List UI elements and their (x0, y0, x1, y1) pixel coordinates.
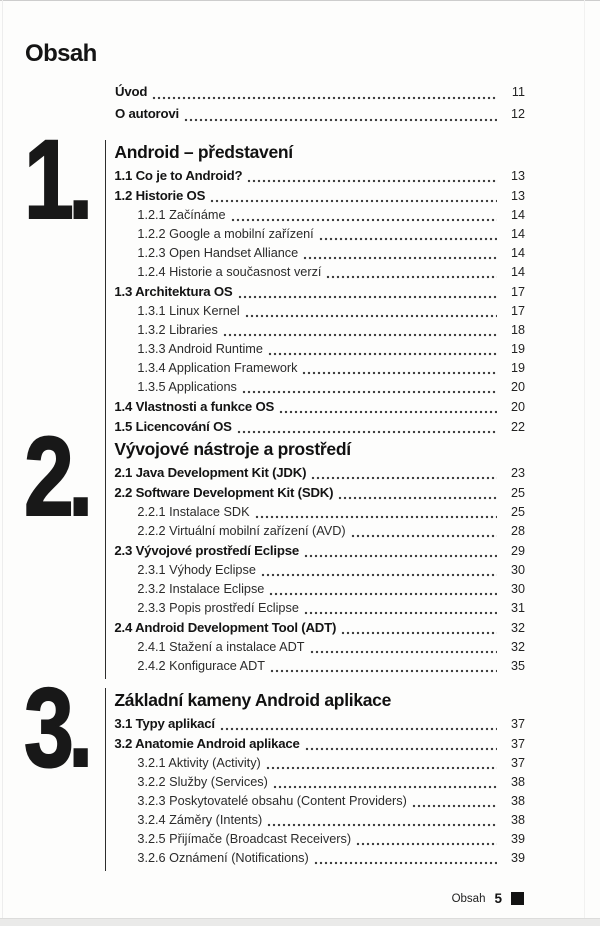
toc-entry-page: 25 (510, 505, 525, 519)
toc-entry-page: 37 (510, 756, 525, 770)
toc-entry-label: Úvod (115, 84, 148, 99)
toc-entry-label: 1.3.5 Applications (137, 380, 237, 394)
dot-leader (412, 804, 497, 808)
chapter-number: 3. (24, 665, 88, 790)
toc-entry-page: 25 (510, 486, 525, 500)
toc-entry-label: 1.5 Licencování OS (114, 419, 232, 434)
toc-entry-label: 3.1 Typy aplikací (114, 716, 215, 731)
toc-entry (114, 225, 525, 244)
toc-entry (114, 186, 525, 206)
scan-edge-left (2, 0, 3, 926)
toc-entry-label: 2.2 Software Development Kit (SDK) (114, 485, 334, 500)
toc-entry (114, 714, 525, 734)
toc-entry-page: 14 (510, 246, 525, 260)
toc-entry-label: 1.2.3 Open Handset Alliance (137, 246, 299, 260)
toc-entry-label: 3.2.5 Přijímače (Broadcast Receivers) (137, 832, 352, 846)
toc-entry-label: 1.2 Historie OS (114, 188, 206, 203)
toc-entry-page: 38 (510, 794, 525, 808)
toc-entry (114, 734, 525, 754)
toc-entry-page: 28 (510, 524, 525, 538)
dot-leader (267, 823, 497, 827)
toc-entry-page: 35 (510, 659, 525, 673)
toc-entry-page: 31 (510, 601, 525, 615)
toc-entry (114, 206, 525, 225)
dot-leader (237, 430, 497, 434)
toc-entry-page: 37 (510, 717, 525, 731)
chapter-body (105, 140, 525, 440)
dot-leader (245, 314, 497, 318)
toc-entry (114, 263, 525, 282)
footer-section-label: Obsah (451, 892, 486, 905)
dot-leader (310, 650, 497, 654)
toc-entry-label: 1.2.4 Historie a současnost verzí (137, 265, 322, 279)
toc-entry-page: 12 (510, 107, 525, 121)
toc-entry (114, 463, 525, 483)
toc-entry-label: 1.4 Vlastnosti a funkce OS (114, 399, 275, 414)
toc-entry-label: 2.3.2 Instalace Eclipse (137, 582, 265, 596)
toc-entry-page: 39 (510, 851, 525, 865)
dot-leader (242, 390, 497, 394)
toc-entry (114, 503, 525, 522)
toc-entry-page: 37 (510, 737, 525, 751)
toc-entry-page: 14 (510, 208, 525, 222)
dot-leader (279, 410, 497, 414)
toc-entry-page: 38 (510, 775, 525, 789)
toc-entry-label: 2.3 Vývojové prostředí Eclipse (114, 543, 299, 558)
toc-entry (114, 483, 525, 503)
dot-leader (238, 295, 498, 299)
toc-entry-page: 17 (510, 304, 525, 318)
dot-leader (270, 669, 497, 673)
toc-entry-page: 13 (510, 169, 525, 183)
toc-entry-label: 2.2.2 Virtuální mobilní zařízení (AVD) (137, 524, 346, 538)
toc-entry (114, 397, 525, 417)
toc-entry (114, 378, 525, 397)
toc-entry (114, 849, 525, 868)
toc-entry-label: 1.1 Co je to Android? (114, 168, 243, 183)
toc-entry-label: 1.3.3 Android Runtime (137, 342, 263, 356)
toc-entry-label: 1.3 Architektura OS (114, 284, 233, 299)
dot-leader (338, 496, 497, 500)
dot-leader (351, 534, 497, 538)
scan-edge-right (584, 0, 585, 926)
page-footer (452, 891, 524, 906)
dot-leader (311, 476, 497, 480)
toc-entry-label: 3.2.4 Záměry (Intents) (137, 813, 263, 827)
toc-entry-label: 2.1 Java Development Kit (JDK) (114, 465, 307, 480)
dot-leader (304, 554, 497, 558)
chapter-number: 2. (24, 414, 88, 539)
toc-entry (114, 340, 525, 359)
toc-entry (114, 359, 525, 378)
footer-page-number: 5 (494, 891, 502, 906)
toc-entry (114, 773, 525, 792)
dot-leader (223, 333, 497, 337)
toc-entry-page: 19 (510, 342, 525, 356)
toc-entry (115, 81, 525, 103)
toc-entry (114, 166, 525, 186)
dot-leader (220, 727, 497, 731)
toc-entry-page: 29 (510, 544, 525, 558)
toc-entry-label: 2.2.1 Instalace SDK (137, 505, 250, 519)
toc-entry (114, 417, 525, 437)
toc-entry-page: 20 (510, 380, 525, 394)
toc-entry (114, 541, 525, 561)
toc-entry (114, 282, 525, 302)
footer-square-marker (511, 892, 524, 905)
toc-entry (114, 522, 525, 541)
toc-entry-label: O autorovi (115, 106, 179, 121)
dot-leader (269, 592, 497, 596)
toc-entry (114, 754, 525, 773)
dot-leader (184, 118, 497, 122)
dot-leader (319, 237, 497, 241)
front-matter (115, 81, 525, 125)
toc-entry-label: 2.4.2 Konfigurace ADT (137, 659, 266, 673)
toc-entry-page: 38 (510, 813, 525, 827)
toc-entry (114, 830, 525, 849)
toc-entry-page: 14 (510, 265, 525, 279)
dot-leader (303, 256, 497, 260)
toc-entry (114, 599, 525, 618)
toc-entry-page: 30 (510, 582, 525, 596)
dot-leader (210, 199, 497, 203)
toc-entry-page: 30 (510, 563, 525, 577)
dot-leader (314, 861, 497, 865)
toc-entry-label: 3.2 Anatomie Android aplikace (114, 736, 300, 751)
chapter-title: Vývojové nástroje a prostředí (114, 439, 351, 459)
toc-entry (114, 302, 525, 321)
toc-entry-label: 3.2.6 Oznámení (Notifications) (137, 851, 309, 865)
dot-leader (305, 747, 497, 751)
toc-entry-label: 1.3.4 Application Framework (137, 361, 298, 375)
chapter-body (105, 688, 525, 871)
toc-entry-label: 2.3.1 Výhody Eclipse (137, 563, 256, 577)
toc-entry (114, 580, 525, 599)
chapter-title: Základní kameny Android aplikace (114, 690, 392, 710)
toc-entry-page: 17 (510, 285, 525, 299)
toc-entry (114, 244, 525, 263)
dot-leader (326, 275, 497, 279)
toc-entry (114, 792, 525, 811)
toc-entry-page: 23 (510, 466, 525, 480)
toc-entry (115, 103, 525, 125)
toc-entry-label: 1.2.1 Začínáme (137, 208, 226, 222)
toc-entry-label: 3.2.3 Poskytovatelé obsahu (Content Providers) (137, 794, 407, 808)
dot-leader (304, 611, 497, 615)
toc-entry-label: 2.3.3 Popis prostředí Eclipse (137, 601, 299, 615)
page-title: Obsah (25, 40, 97, 67)
toc-entry-page: 20 (510, 400, 525, 414)
dot-leader (266, 766, 497, 770)
toc-entry (114, 638, 525, 657)
dot-leader (247, 179, 497, 183)
toc-entry-label: 1.2.2 Google a mobilní zařízení (137, 227, 314, 241)
toc-entry-label: 2.4 Android Development Tool (ADT) (114, 620, 337, 635)
toc-entry-page: 22 (510, 420, 525, 434)
toc-entry-page: 18 (510, 323, 525, 337)
scan-edge-bottom (0, 918, 600, 926)
dot-leader (261, 573, 497, 577)
dot-leader (341, 631, 497, 635)
toc-entry-page: 32 (510, 621, 525, 635)
dot-leader (268, 352, 497, 356)
toc-entry-page: 14 (510, 227, 525, 241)
toc-entry (114, 618, 525, 638)
toc-entry-label: 1.3.1 Linux Kernel (137, 304, 240, 318)
toc-entry (114, 657, 525, 676)
dot-leader (273, 785, 497, 789)
toc-entry-page: 13 (510, 189, 525, 203)
toc-entry (114, 561, 525, 580)
dot-leader (302, 371, 497, 375)
toc-entry-page: 39 (510, 832, 525, 846)
toc-entry-label: 1.3.2 Libraries (137, 323, 218, 337)
toc-entry-label: 3.2.2 Služby (Services) (137, 775, 268, 789)
chapter-body (105, 437, 525, 679)
scan-edge-top (0, 0, 600, 1)
chapter-title: Android – představení (114, 142, 293, 162)
dot-leader (356, 842, 497, 846)
toc-entry (114, 811, 525, 830)
toc-entry-label: 2.4.1 Stažení a instalace ADT (137, 640, 305, 654)
dot-leader (255, 515, 497, 519)
toc-entry-page: 32 (510, 640, 525, 654)
dot-leader (231, 218, 497, 222)
toc-entry-page: 11 (511, 85, 525, 99)
toc-entry-label: 3.2.1 Aktivity (Activity) (137, 756, 261, 770)
toc-entry-page: 19 (510, 361, 525, 375)
toc-entry (114, 321, 525, 340)
dot-leader (152, 96, 497, 100)
chapter-number: 1. (24, 117, 88, 242)
